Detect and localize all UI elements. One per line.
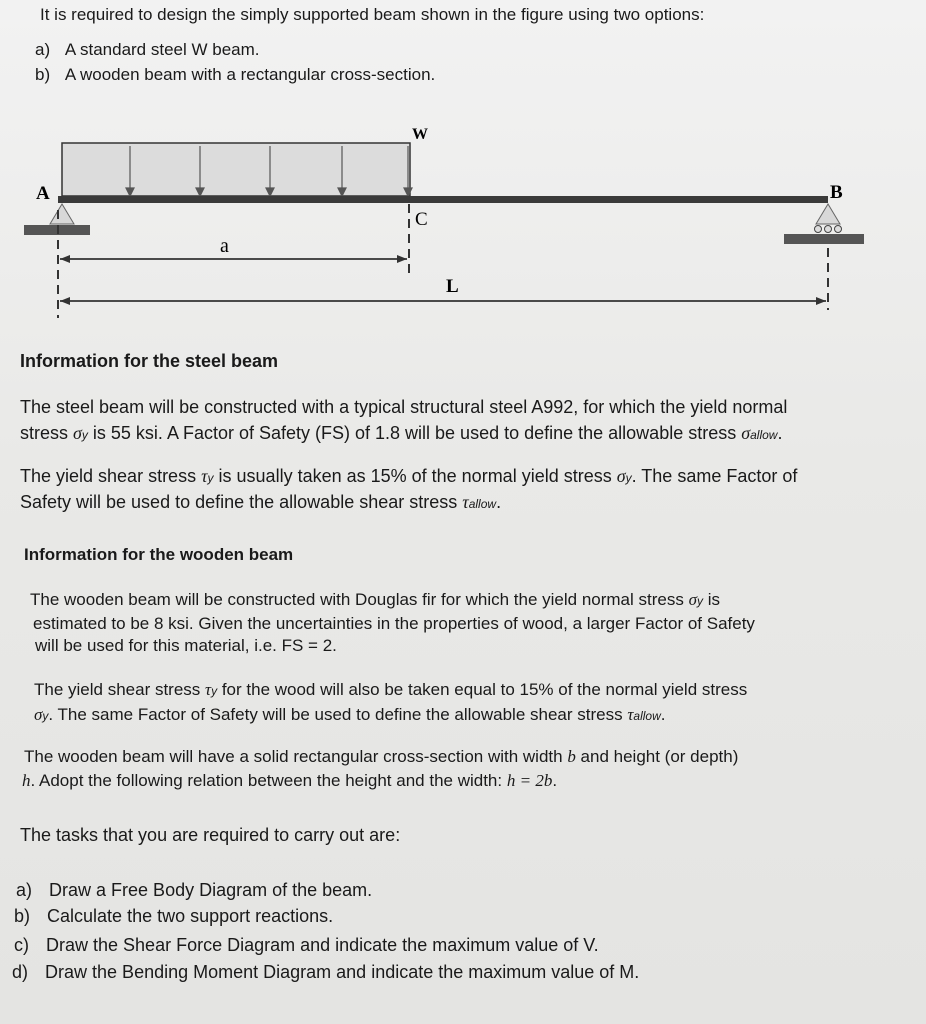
tasks-intro: The tasks that you are required to carry out are: <box>20 825 401 845</box>
wood-heading: Information for the wooden beam <box>24 545 294 564</box>
option-text: A standard steel W beam. <box>64 40 260 59</box>
steel-paragraph-1-line-2: stress σy is 55 ksi. A Factor of Safety (FS) of 1.8 will be used to define the allowable stress σallow. <box>20 423 783 443</box>
steel-paragraph-1-line-1: The steel beam will be constructed with a typical structural steel A992, for which the yield normal <box>20 397 788 417</box>
load-label: W <box>412 126 428 143</box>
pin-support-a <box>50 204 74 224</box>
support-a-label: A <box>36 183 50 204</box>
wood-paragraph-1-line-2: estimated to be 8 ksi. Given the uncertainties in the properties of wood, a larger Factor of Safety <box>33 614 755 633</box>
option-a <box>35 40 260 60</box>
option-text: A wooden beam with a rectangular cross-section. <box>64 65 436 84</box>
ground-b <box>784 234 864 244</box>
wood-paragraph-2-line-2: σy. The same Factor of Safety will be used to define the allowable shear stress τallow. <box>34 705 666 724</box>
task-text: Draw the Bending Moment Diagram and indicate the maximum value of M. <box>45 962 640 982</box>
task-marker: a) <box>16 880 33 900</box>
dimension-l-label: L <box>446 276 459 297</box>
task-d <box>12 962 639 983</box>
task-c <box>14 935 599 956</box>
wood-paragraph-1-line-1: The wooden beam will be constructed with Douglas fir for which the yield normal stress σy is <box>30 590 720 609</box>
option-marker: b) <box>35 65 51 84</box>
option-b <box>35 65 435 85</box>
task-marker: b) <box>14 906 31 926</box>
task-text: Calculate the two support reactions. <box>47 906 334 926</box>
task-text: Draw the Shear Force Diagram and indicate the maximum value of V. <box>46 935 599 955</box>
beam <box>58 196 828 203</box>
task-marker: d) <box>12 962 29 982</box>
steel-heading: Information for the steel beam <box>20 351 279 371</box>
steel-paragraph-2-line-2: Safety will be used to define the allowable shear stress τallow. <box>20 492 502 512</box>
wood-paragraph-2-line-1: The yield shear stress τy for the wood will also be taken equal to 15% of the normal yield stress <box>34 680 748 699</box>
option-marker: a) <box>35 40 51 59</box>
support-b-label: B <box>830 182 843 203</box>
task-marker: c) <box>14 935 29 955</box>
distributed-load <box>62 143 410 196</box>
wood-paragraph-3-line-2: h. Adopt the following relation between the height and the width: h = 2b. <box>22 771 558 790</box>
wood-paragraph-3-line-1: The wooden beam will have a solid rectangular cross-section with width b and height (or depth) <box>24 747 739 766</box>
task-b <box>14 906 333 927</box>
dimension-a-label: a <box>220 235 229 257</box>
roller-support-b <box>816 204 840 224</box>
wood-paragraph-1-line-3: will be used for this material, i.e. FS = 2. <box>35 636 337 655</box>
task-a <box>16 880 372 901</box>
task-text: Draw a Free Body Diagram of the beam. <box>49 880 373 900</box>
point-c-label: C <box>415 209 428 230</box>
steel-paragraph-2-line-1: The yield shear stress τy is usually taken as 15% of the normal yield stress σy. The same Factor of <box>20 466 798 486</box>
beam-diagram <box>0 120 926 325</box>
problem-statement: It is required to design the simply supported beam shown in the figure using two options: <box>40 5 705 24</box>
